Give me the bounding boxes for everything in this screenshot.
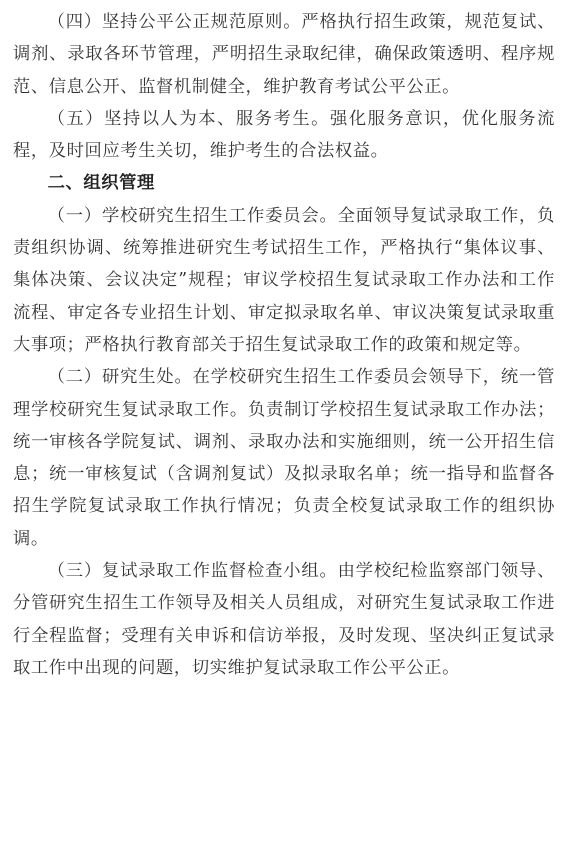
- org-paragraph-2: （二）研究生处。在学校研究生招生工作委员会领导下，统一管理学校研究生复试录取工作。负责制订学校招生复试录取工作办法；统一审核各学院复试、调剂、录取办法和实施细则，统一公开招生信息；统一审核复试（含调剂复试）及拟录取名单；统一指导和监督各招生学院复试录取工作执行情况；负责全校复试录取工作的组织协调。: [13, 367, 555, 549]
- org-paragraph-3: （三）复试录取工作监督检查小组。由学校纪检监察部门领导、分管研究生招生工作领导及相关人员组成，对研究生复试录取工作进行全程监督；受理有关申诉和信访举报，及时发现、坚决纠正复试录取工作中出现的问题，切实维护复试录取工作公平公正。: [13, 561, 555, 678]
- org-paragraph-1: （一）学校研究生招生工作委员会。全面领导复试录取工作，负责组织协调、统筹推进研究生考试招生工作，严格执行“集体议事、集体决策、会议决定”规程；审议学校招生复试录取工作办法和工作流程、审定各专业招生计划、审定拟录取名单、审议决策复试录取重大事项；严格执行教育部关于招生复试录取工作的政策和规定等。: [13, 205, 555, 355]
- principle-paragraph-4: （四）坚持公平公正规范原则。严格执行招生政策，规范复试、调剂、录取各环节管理，严明招生录取纪律，确保政策透明、程序规范、信息公开、监督机制健全，维护教育考试公平公正。: [13, 12, 555, 97]
- principle-paragraph-5: （五）坚持以人为本、服务考生。强化服务意识，优化服务流程，及时回应考生关切，维护考生的合法权益。: [13, 108, 555, 162]
- section-heading: 二、组织管理: [47, 173, 155, 194]
